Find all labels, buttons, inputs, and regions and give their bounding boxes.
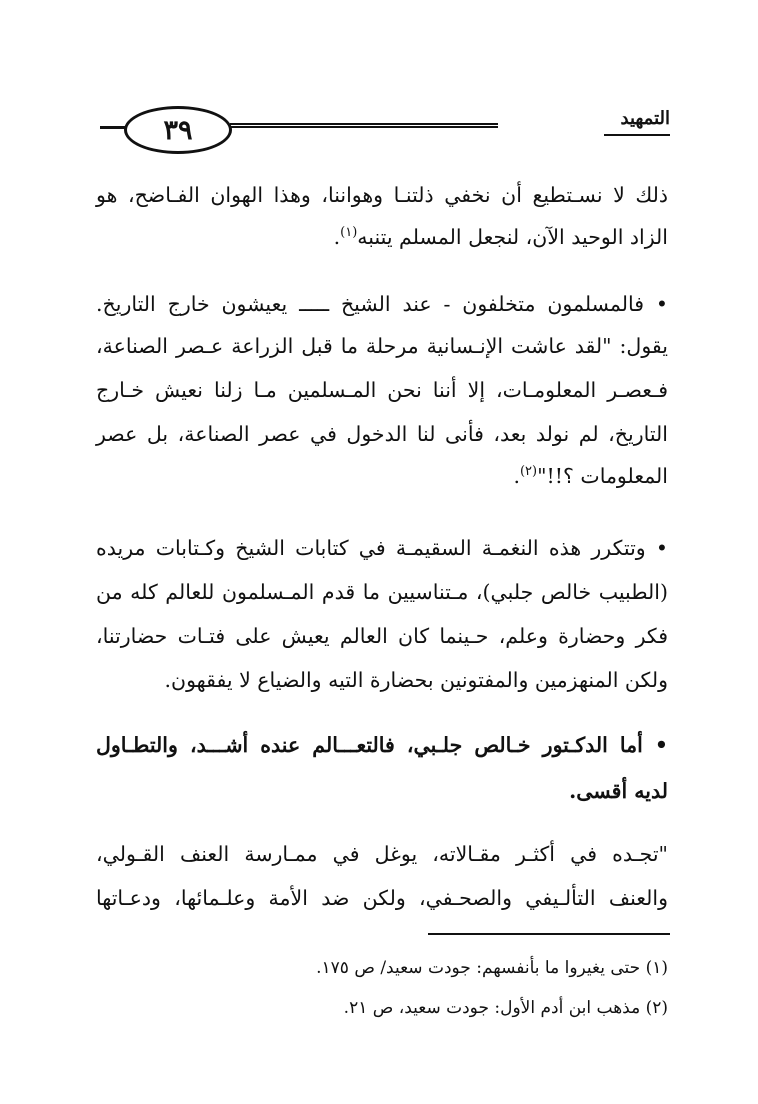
text-line: • وتتكرر هذه النغمـة السقيمـة في كتابات الشيخ وكـتابات مريده <box>96 536 668 560</box>
chapter-title-underline <box>604 134 670 136</box>
text-line: يقول: "لقد عاشت الإنـسانية مرحلة ما قبل الزراعة عـصر الصناعة، <box>96 334 668 358</box>
text-line: "تجـده في أكثـر مقـالاته، يوغل في ممـارسة العنف القـولي، <box>96 842 668 866</box>
text-line: • أما الدكـتور خـالص جلـبي، فالتعـــالم عنده أشـــد، والتطـاول <box>96 733 668 757</box>
paragraph-4 <box>96 722 668 814</box>
footnote-ref-1: (١) <box>340 225 358 241</box>
line-tail: . <box>333 225 341 249</box>
text-line: فـعصـر المعلومـات، إلا أننا نحن المـسلمين مـا زلنا نعيش خـارج <box>96 378 668 402</box>
footnote-ref-2: (٢) <box>519 464 538 480</box>
paragraph-2 <box>96 284 668 496</box>
text-line: والعنف التألـيفي والصحـفي، ولكن ضد الأمة وعلـمائها، ودعـاتها <box>96 886 668 910</box>
footnotes <box>96 948 668 1028</box>
page-header <box>96 96 670 166</box>
text-line-content: الزاد الوحيد الآن، لنجعل المسلم يتنبه <box>357 225 668 249</box>
paragraph-3 <box>96 526 668 702</box>
text-line: لديه أقسى. <box>569 779 668 803</box>
text-line-content: المعلومات ؟!!" <box>537 464 668 488</box>
footnote-1: (١) حتى يغيروا ما بأنفسهم: جودت سعيد/ ص ١٧٥. <box>316 958 668 978</box>
line-tail: . <box>513 464 520 488</box>
chapter-title: التمهيد <box>620 108 670 129</box>
paragraph-1 <box>96 174 668 258</box>
paragraph-5 <box>96 832 668 920</box>
text-line: ذلك لا نسـتطيع أن نخفي ذلتنـا وهواننا، وهذا الهوان الفـاضح، هو <box>96 183 668 207</box>
text-line: (الطبيب خالص جلبي)، مـتناسيين ما قدم المـسلمون للعالم كله من <box>96 580 668 604</box>
header-rule-double <box>230 123 498 128</box>
footnote-2: (٢) مذهب ابن أدم الأول: جودت سعيد، ص ٢١. <box>343 998 668 1018</box>
text-line <box>96 456 668 496</box>
page-number: ٣٩ <box>124 106 232 154</box>
text-line: التاريخ، لم نولد بعد، فأنى لنا الدخول في عصر الصناعة، بل عصر <box>96 422 668 446</box>
footnote-separator <box>428 933 670 935</box>
text-line <box>96 216 668 258</box>
text-line: • فالمسلمون متخلفون - عند الشيخ ـــــ يعيشون خارج التاريخ. <box>96 292 668 316</box>
text-line: فكر وحضارة وعلم، حـينما كان العالم يعيش على فتـات حضارتنا، <box>96 624 668 648</box>
text-line: ولكن المنهزمين والمفتونين بحضارة التيه والضياع لا يفقهون. <box>164 668 668 692</box>
